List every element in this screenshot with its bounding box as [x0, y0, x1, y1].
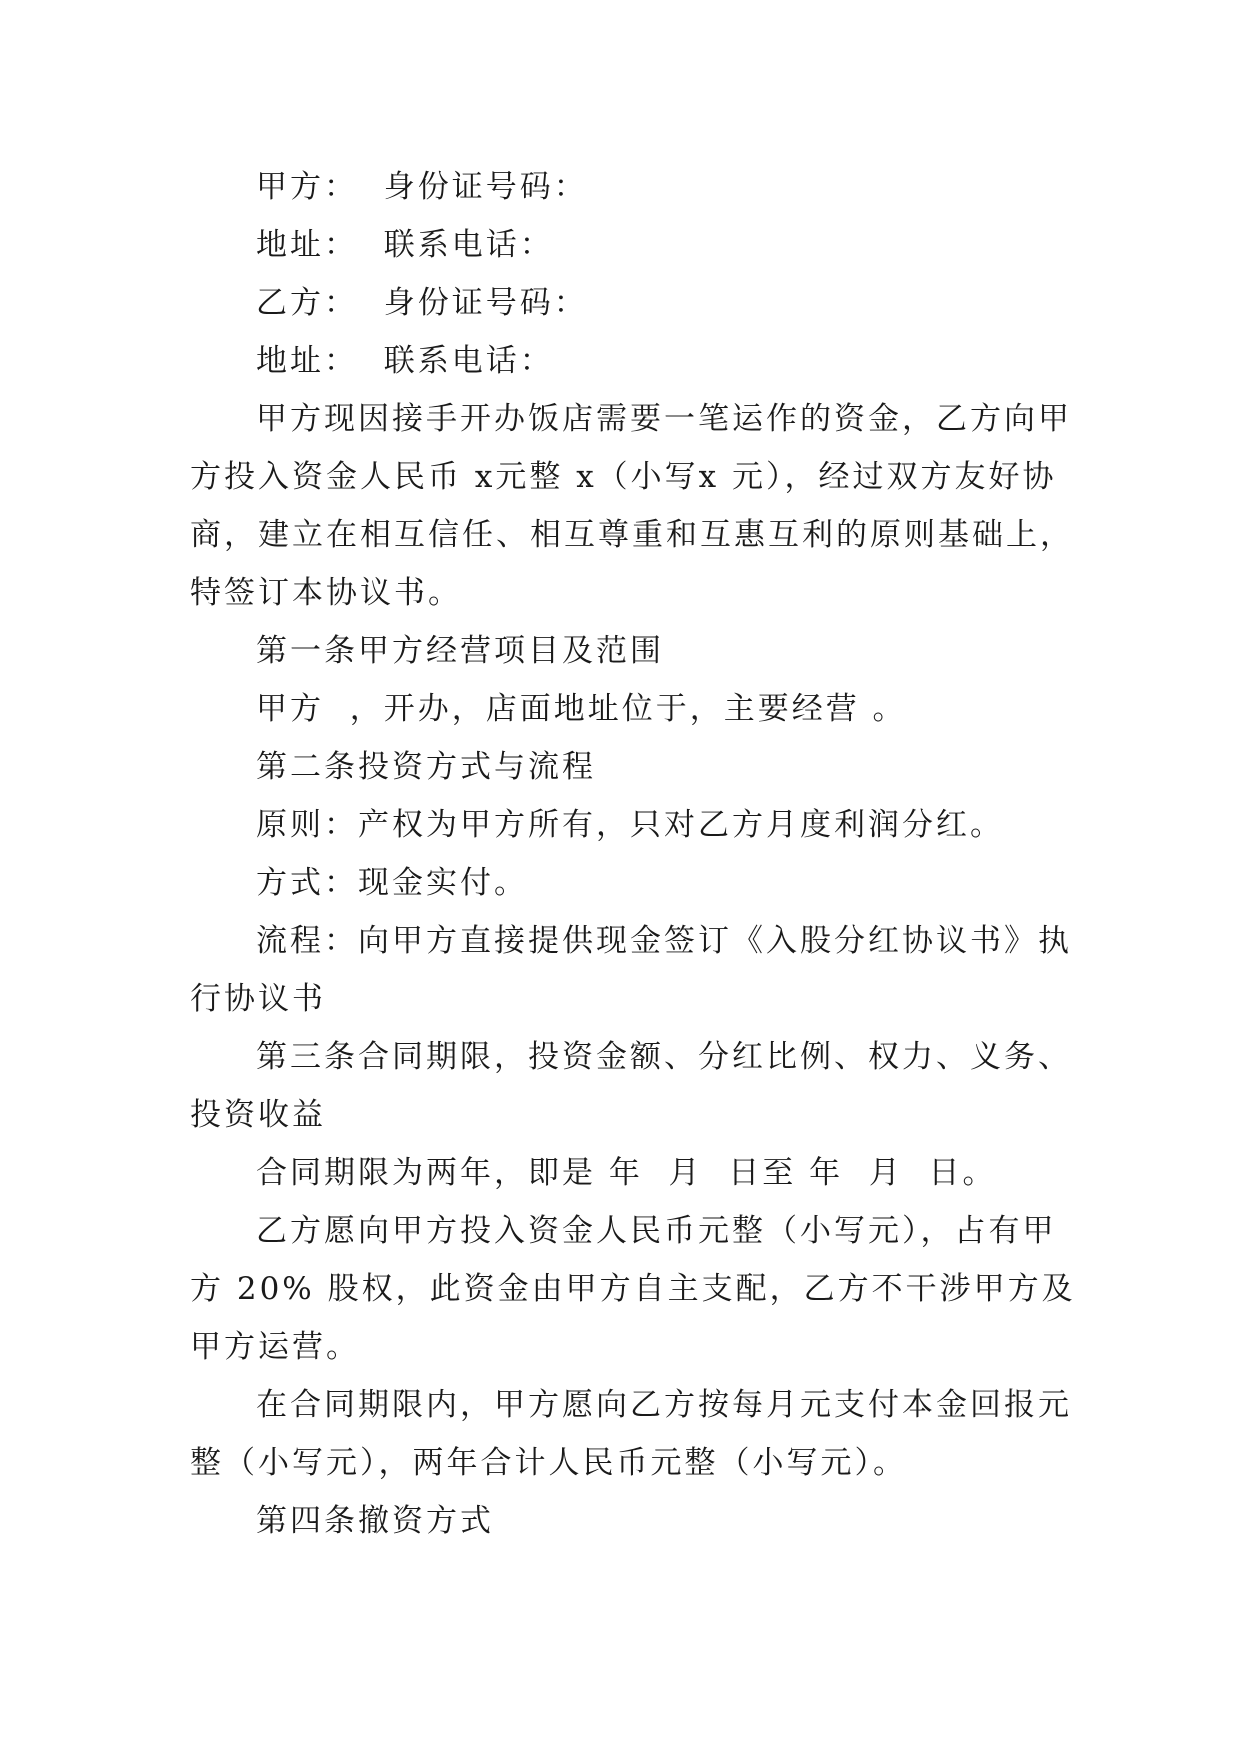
article-3-heading-line-1: 第三条合同期限，投资金额、分红比例、权力、义务、: [256, 1039, 1072, 1075]
party-a-address-line: 地址： 联系电话：: [256, 227, 554, 263]
article-3-investment-line-3: 甲方运营。: [190, 1329, 360, 1365]
document-body: [190, 158, 1076, 1550]
article-3-heading-line-2: 投资收益: [190, 1097, 326, 1133]
article-3-return-line-2: 整（小写元），两年合计人民币元整（小写元）。: [190, 1445, 907, 1481]
article-3-investment-line-2: 方 20% 股权，此资金由甲方自主支配，乙方不干涉甲方及: [190, 1271, 1076, 1307]
article-4-heading: 第四条撤资方式: [256, 1503, 494, 1539]
intro-paragraph-line-3: 商，建立在相互信任、相互尊重和互惠互利的原则基础上，: [190, 517, 1074, 553]
article-2-process-line-2: 行协议书: [190, 981, 326, 1017]
party-b-id-line: 乙方： 身份证号码：: [256, 285, 588, 321]
article-2-principle: 原则：产权为甲方所有，只对乙方月度利润分红。: [256, 807, 1004, 843]
party-b-address-line: 地址： 联系电话：: [256, 343, 554, 379]
article-2-heading: 第二条投资方式与流程: [256, 749, 596, 785]
intro-paragraph-line-2: 方投入资金人民币 x元整 x（小写x 元），经过双方友好协: [190, 459, 1057, 495]
intro-paragraph-line-4: 特签订本协议书。: [190, 575, 462, 611]
article-1-text: 甲方 ，开办，店面地址位于，主要经营 。: [256, 691, 907, 727]
intro-paragraph-line-1: 甲方现因接手开办饭店需要一笔运作的资金，乙方向甲: [256, 401, 1072, 437]
article-3-investment-line-1: 乙方愿向甲方投入资金人民币元整（小写元），占有甲: [256, 1213, 1057, 1249]
article-3-term: 合同期限为两年，即是 年 月 日至 年 月 日。: [256, 1155, 997, 1191]
party-a-id-line: 甲方： 身份证号码：: [256, 169, 588, 205]
article-3-return-line-1: 在合同期限内，甲方愿向乙方按每月元支付本金回报元: [256, 1387, 1072, 1423]
article-1-heading: 第一条甲方经营项目及范围: [256, 633, 664, 669]
article-2-method: 方式：现金实付。: [256, 865, 528, 901]
article-2-process-line-1: 流程：向甲方直接提供现金签订《入股分红协议书》执: [256, 923, 1072, 959]
